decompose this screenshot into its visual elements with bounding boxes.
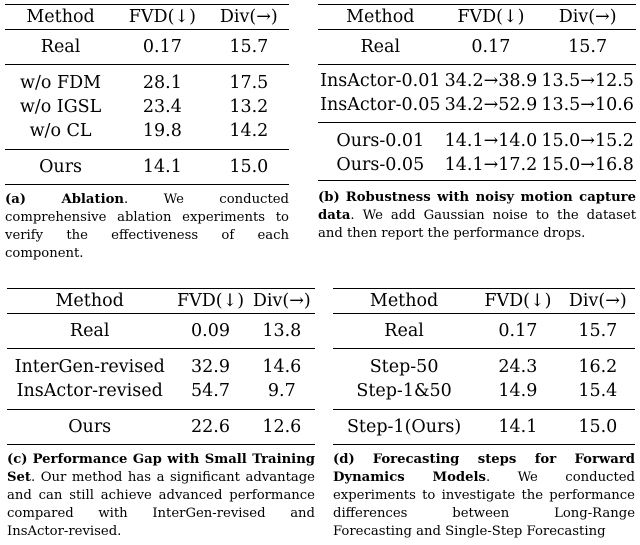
- table-row: [318, 65, 636, 94]
- table-row: [5, 30, 289, 65]
- header-cell: FVD(↓): [443, 5, 540, 30]
- table-d: [333, 288, 635, 445]
- table-cell: Real: [360, 37, 401, 57]
- table-cell: w/o FDM: [5, 65, 116, 96]
- table-cell: 0.09: [191, 321, 230, 341]
- table-cell: InsActor-revised: [16, 381, 163, 401]
- caption-title: Robustness with noisy motion capture data: [318, 190, 636, 223]
- table-cell: Step-1(Ours): [333, 410, 475, 445]
- table-cell: InsActor-0.01: [318, 65, 443, 94]
- header-cell: Div(→): [539, 5, 636, 30]
- table-cell: 9.7: [267, 381, 296, 401]
- table-cell: 13.5→10.6: [541, 95, 634, 115]
- table-cell: 12.6: [249, 410, 315, 445]
- table-cell: 14.1: [475, 410, 561, 445]
- table-row: [318, 123, 636, 154]
- table-cell: 24.3: [475, 349, 561, 380]
- table-row: [7, 379, 315, 410]
- table-row: [5, 119, 289, 150]
- table-a: [5, 4, 289, 185]
- table-cell: 15.4: [578, 381, 618, 401]
- table-cell: 15.0→16.8: [539, 153, 636, 181]
- table-cell: Real: [40, 37, 81, 57]
- table-cell: InsActor-0.05: [320, 95, 441, 115]
- header-cell: FVD(↓): [172, 289, 248, 314]
- caption-title: Performance Gap with Small Training Set: [7, 452, 315, 485]
- table-cell: 19.8: [142, 121, 182, 141]
- table-row: [7, 349, 315, 380]
- table-cell: Real: [69, 321, 110, 341]
- caption-label: (b): [318, 190, 340, 205]
- caption-text: . We add Gaussian noise to the dataset and then report the performance drops.: [318, 208, 636, 241]
- table-cell: 14.1→17.2: [443, 153, 540, 181]
- table-c: [7, 288, 315, 445]
- table-row: [7, 410, 315, 445]
- table-cell: 32.9: [172, 349, 248, 380]
- header-cell: FVD(↓): [475, 289, 561, 314]
- table-cell: 14.9: [498, 381, 538, 401]
- table-header-row: [318, 5, 636, 30]
- table-cell: 14.6: [249, 349, 315, 380]
- table-cell: 23.4: [142, 97, 182, 117]
- table-row: [333, 410, 635, 445]
- table-cell: 15.0: [209, 150, 289, 185]
- table-cell: Ours-0.01: [318, 123, 443, 154]
- header-cell: Method: [7, 289, 172, 314]
- table-cell: 0.17: [142, 37, 182, 57]
- table-row: [5, 150, 289, 185]
- header-cell: Div(→): [209, 5, 289, 30]
- table-cell: 13.8: [262, 321, 302, 341]
- table-cell: InterGen-revised: [7, 349, 172, 380]
- table-cell: 14.1: [116, 150, 208, 185]
- table-cell: 15.0: [561, 410, 635, 445]
- table-cell: 28.1: [116, 65, 208, 96]
- table-row: [333, 379, 635, 410]
- table-cell: 15.7: [229, 37, 269, 57]
- table-cell: 15.0→15.2: [539, 123, 636, 154]
- table-b: [318, 4, 636, 181]
- caption-label: (a): [5, 192, 27, 207]
- table-c-panel: [7, 288, 315, 541]
- caption-a: [5, 191, 289, 263]
- table-cell: 22.6: [172, 410, 248, 445]
- table-cell: Ours: [5, 150, 116, 185]
- caption-text: . We conducted comprehensive ablation experiments to verify the effectiveness of each component.: [5, 192, 289, 261]
- table-cell: 14.2: [229, 121, 269, 141]
- table-row: [7, 314, 315, 349]
- table-header-row: [333, 289, 635, 314]
- header-cell: Div(→): [561, 289, 635, 314]
- table-cell: Step-50: [333, 349, 475, 380]
- table-cell: Ours-0.05: [318, 153, 443, 181]
- table-row: [5, 65, 289, 96]
- table-header-row: [5, 5, 289, 30]
- caption-title: Forecasting steps for Forward Dynamics Models: [333, 452, 635, 485]
- caption-text: . Our method has a significant advantage and can still achieve advanced performance compared with InterGen-revised and InsActor-revised.: [7, 470, 315, 539]
- table-cell: w/o CL: [29, 121, 92, 141]
- table-cell: 15.7: [578, 321, 618, 341]
- table-cell: w/o IGSL: [19, 97, 102, 117]
- table-cell: 13.5→12.5: [539, 65, 636, 94]
- header-cell: Method: [318, 5, 443, 30]
- table-cell: Real: [384, 321, 424, 341]
- table-cell: 54.7: [191, 381, 230, 401]
- table-row: [318, 93, 636, 123]
- table-cell: 16.2: [561, 349, 635, 380]
- table-header-row: [7, 289, 315, 314]
- table-cell: 34.2→38.9: [443, 65, 540, 94]
- table-cell: 13.2: [229, 97, 269, 117]
- table-a-panel: [5, 4, 289, 263]
- header-cell: Method: [333, 289, 475, 314]
- table-cell: 0.17: [498, 321, 538, 341]
- table-row: [318, 153, 636, 181]
- table-cell: 15.7: [568, 37, 608, 57]
- table-cell: 0.17: [471, 37, 511, 57]
- table-cell: Ours: [7, 410, 172, 445]
- table-row: [5, 95, 289, 119]
- table-row: [333, 349, 635, 380]
- caption-b: [318, 189, 636, 243]
- caption-label: (c): [7, 452, 28, 467]
- caption-c: [7, 451, 315, 541]
- header-cell: FVD(↓): [116, 5, 208, 30]
- table-b-panel: [318, 4, 636, 243]
- table-cell: 34.2→52.9: [444, 95, 538, 115]
- caption-label: (d): [333, 452, 355, 467]
- table-d-panel: [333, 288, 635, 541]
- table-row: [318, 30, 636, 65]
- caption-d: [333, 451, 635, 541]
- caption-title: Ablation: [61, 192, 124, 207]
- header-cell: Div(→): [249, 289, 315, 314]
- table-row: [333, 314, 635, 349]
- table-cell: Step-1&50: [356, 381, 452, 401]
- caption-text: . We conducted experiments to investigate the performance differences between Long-Range Forecasting and Single-Step Forecasting: [333, 470, 635, 539]
- header-cell: Method: [5, 5, 116, 30]
- table-cell: 14.1→14.0: [443, 123, 540, 154]
- table-cell: 17.5: [209, 65, 289, 96]
